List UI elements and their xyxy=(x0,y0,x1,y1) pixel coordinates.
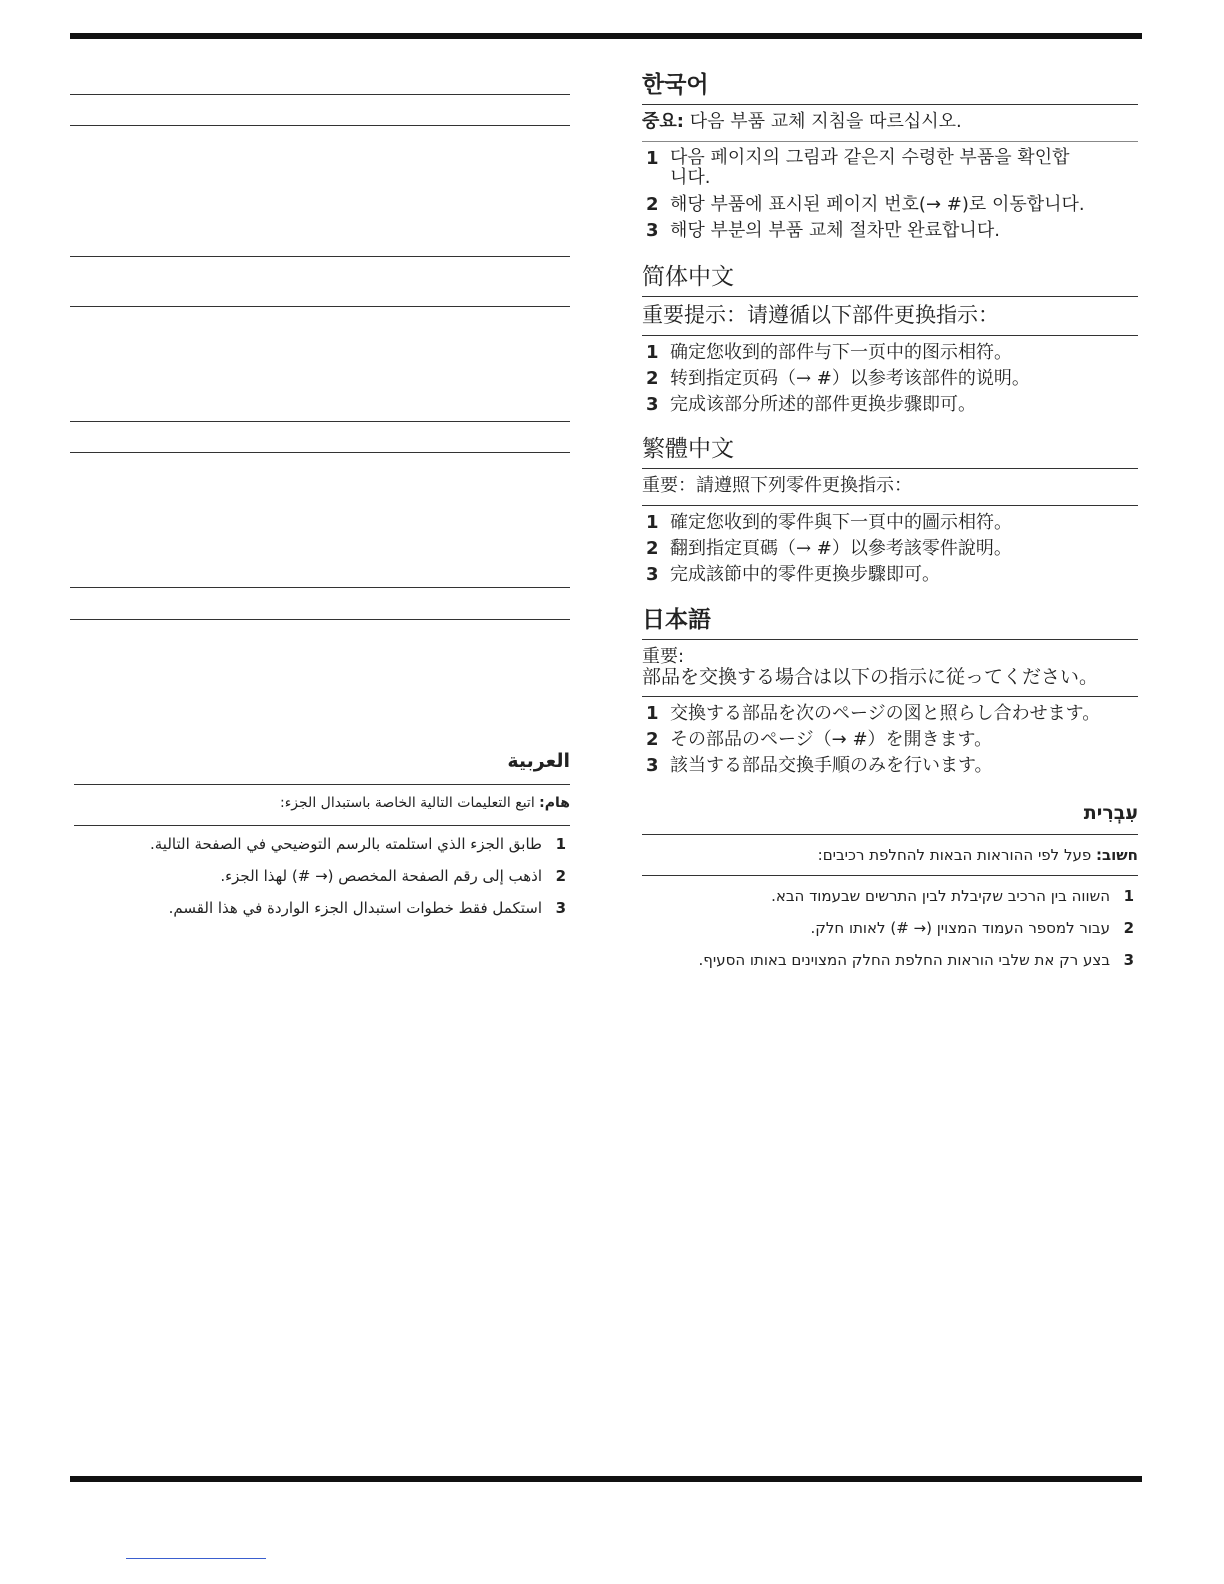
list-item xyxy=(642,880,1138,912)
hebrew-important-text: פעל לפי ההוראות הבאות להחלפת רכיבים: xyxy=(817,846,1097,864)
step-number: 1 xyxy=(555,835,566,853)
list-item xyxy=(642,146,1138,192)
arabic-title: العربية xyxy=(507,750,570,772)
step-number: 3 xyxy=(646,220,659,241)
list-item xyxy=(642,510,1138,536)
traditional-chinese-steps xyxy=(642,505,1138,588)
hebrew-section xyxy=(642,798,1138,976)
japanese-section xyxy=(642,605,1138,779)
japanese-important xyxy=(642,639,1138,696)
simplified-chinese-important xyxy=(642,296,1138,335)
step-number: 1 xyxy=(646,703,659,724)
japanese-important-label: 重要: xyxy=(642,646,685,667)
step-number: 3 xyxy=(1123,951,1134,969)
arabic-important-text: اتبع التعليمات التالية الخاصة باستبدال الجزء: xyxy=(280,795,540,811)
hebrew-important xyxy=(642,834,1138,875)
step-number: 3 xyxy=(555,899,566,917)
list-item xyxy=(74,860,570,892)
step-number: 1 xyxy=(646,512,659,533)
left-rule xyxy=(70,256,570,257)
list-item xyxy=(642,701,1138,727)
step-number: 2 xyxy=(646,194,659,215)
list-item xyxy=(642,912,1138,944)
step-text: 確定您收到的零件與下一頁中的圖示相符。 xyxy=(670,512,1012,533)
list-item xyxy=(642,392,1138,418)
list-item xyxy=(74,892,570,924)
step-text: בצע רק את שלבי הוראות החלפת החלק המצוינים באותו הסעיף. xyxy=(698,951,1110,969)
traditional-chinese-important-text: 請遵照下列零件更換指示： xyxy=(696,475,912,496)
simplified-chinese-important-text: 重要提示：请遵循以下部件更换指示： xyxy=(642,303,999,327)
step-number: 2 xyxy=(646,538,659,559)
traditional-chinese-section xyxy=(642,434,1138,588)
left-rule xyxy=(70,125,570,126)
japanese-steps xyxy=(642,696,1138,779)
step-number: 1 xyxy=(646,342,659,363)
list-item xyxy=(642,366,1138,392)
hebrew-title: עִבְרִית xyxy=(1083,802,1138,824)
step-number: 1 xyxy=(646,148,659,169)
step-number: 3 xyxy=(646,564,659,585)
left-rule xyxy=(70,619,570,620)
simplified-chinese-steps xyxy=(642,335,1138,418)
korean-important-text: 다음 부품 교체 지침을 따르십시오. xyxy=(683,111,962,132)
step-text: 确定您收到的部件与下一页中的图示相符。 xyxy=(670,342,1012,363)
list-item xyxy=(642,192,1138,218)
step-text: 翻到指定頁碼（→ #）以參考該零件說明。 xyxy=(670,538,1012,559)
step-number: 3 xyxy=(646,755,659,776)
step-text: 해당 부분의 부품 교체 절차만 완료합니다. xyxy=(670,220,1000,241)
japanese-title: 日本語 xyxy=(642,607,711,633)
step-text: 該当する部品交換手順のみを行います。 xyxy=(670,755,993,776)
step-number: 2 xyxy=(555,867,566,885)
step-text: استكمل فقط خطوات استبدال الجزء الواردة في هذا القسم. xyxy=(168,899,542,917)
footer-link-rule xyxy=(126,1558,266,1559)
traditional-chinese-important-label: 重要： xyxy=(642,475,696,496)
left-rule xyxy=(70,94,570,95)
korean-section xyxy=(642,70,1138,244)
step-text: השווה בין הרכיב שקיבלת לבין התרשים שבעמוד הבא. xyxy=(771,887,1110,905)
step-text: 해당 부품에 표시된 페이지 번호(→ #)로 이동합니다. xyxy=(670,194,1085,215)
traditional-chinese-important xyxy=(642,468,1138,505)
list-item xyxy=(642,562,1138,588)
step-text: 交換する部品を次のページの図と照らし合わせます。 xyxy=(670,703,1101,724)
step-text: 完成该部分所述的部件更换步骤即可。 xyxy=(670,394,976,415)
step-number: 2 xyxy=(646,729,659,750)
left-rule xyxy=(70,421,570,422)
left-rule xyxy=(70,587,570,588)
korean-steps xyxy=(642,141,1138,244)
list-item xyxy=(642,727,1138,753)
arabic-steps xyxy=(74,825,570,924)
step-text: اذهب إلى رقم الصفحة المخصص (→ #) لهذا الجزء. xyxy=(220,867,542,885)
list-item xyxy=(74,828,570,860)
list-item xyxy=(642,340,1138,366)
korean-title: 한국어 xyxy=(642,72,709,98)
step-text: その部品のページ（→ #）を開きます。 xyxy=(670,729,993,750)
step-number: 1 xyxy=(1123,887,1134,905)
hebrew-steps xyxy=(642,875,1138,976)
list-item xyxy=(642,753,1138,779)
traditional-chinese-title: 繁體中文 xyxy=(642,436,734,462)
left-rule xyxy=(70,306,570,307)
left-rule xyxy=(70,452,570,453)
step-text: 다음 페이지의 그림과 같은지 수령한 부품을 확인합니다. xyxy=(670,147,1070,188)
list-item xyxy=(642,218,1138,244)
step-text: 转到指定页码（→ #）以参考该部件的说明。 xyxy=(670,368,1030,389)
arabic-important xyxy=(74,784,570,825)
japanese-important-text: 部品を交換する場合は以下の指示に従ってください。 xyxy=(642,666,1099,688)
step-text: طابق الجزء الذي استلمته بالرسم التوضيحي في الصفحة التالية. xyxy=(150,835,542,853)
step-number: 2 xyxy=(646,368,659,389)
korean-important xyxy=(642,104,1138,141)
list-item xyxy=(642,536,1138,562)
step-text: עבור למספר העמוד המצוין (→ #) לאותו חלק. xyxy=(810,919,1110,937)
hebrew-important-label: חשוב: xyxy=(1096,846,1138,864)
step-number: 3 xyxy=(646,394,659,415)
list-item xyxy=(642,944,1138,976)
arabic-important-label: هام: xyxy=(539,795,570,811)
bottom-rule xyxy=(70,1476,1142,1482)
arabic-section xyxy=(74,746,570,924)
simplified-chinese-title: 简体中文 xyxy=(642,264,734,290)
korean-important-label: 중요: xyxy=(642,111,684,132)
step-number: 2 xyxy=(1123,919,1134,937)
simplified-chinese-section xyxy=(642,262,1138,418)
top-rule xyxy=(70,33,1142,39)
step-text: 完成該節中的零件更換步驟即可。 xyxy=(670,564,940,585)
